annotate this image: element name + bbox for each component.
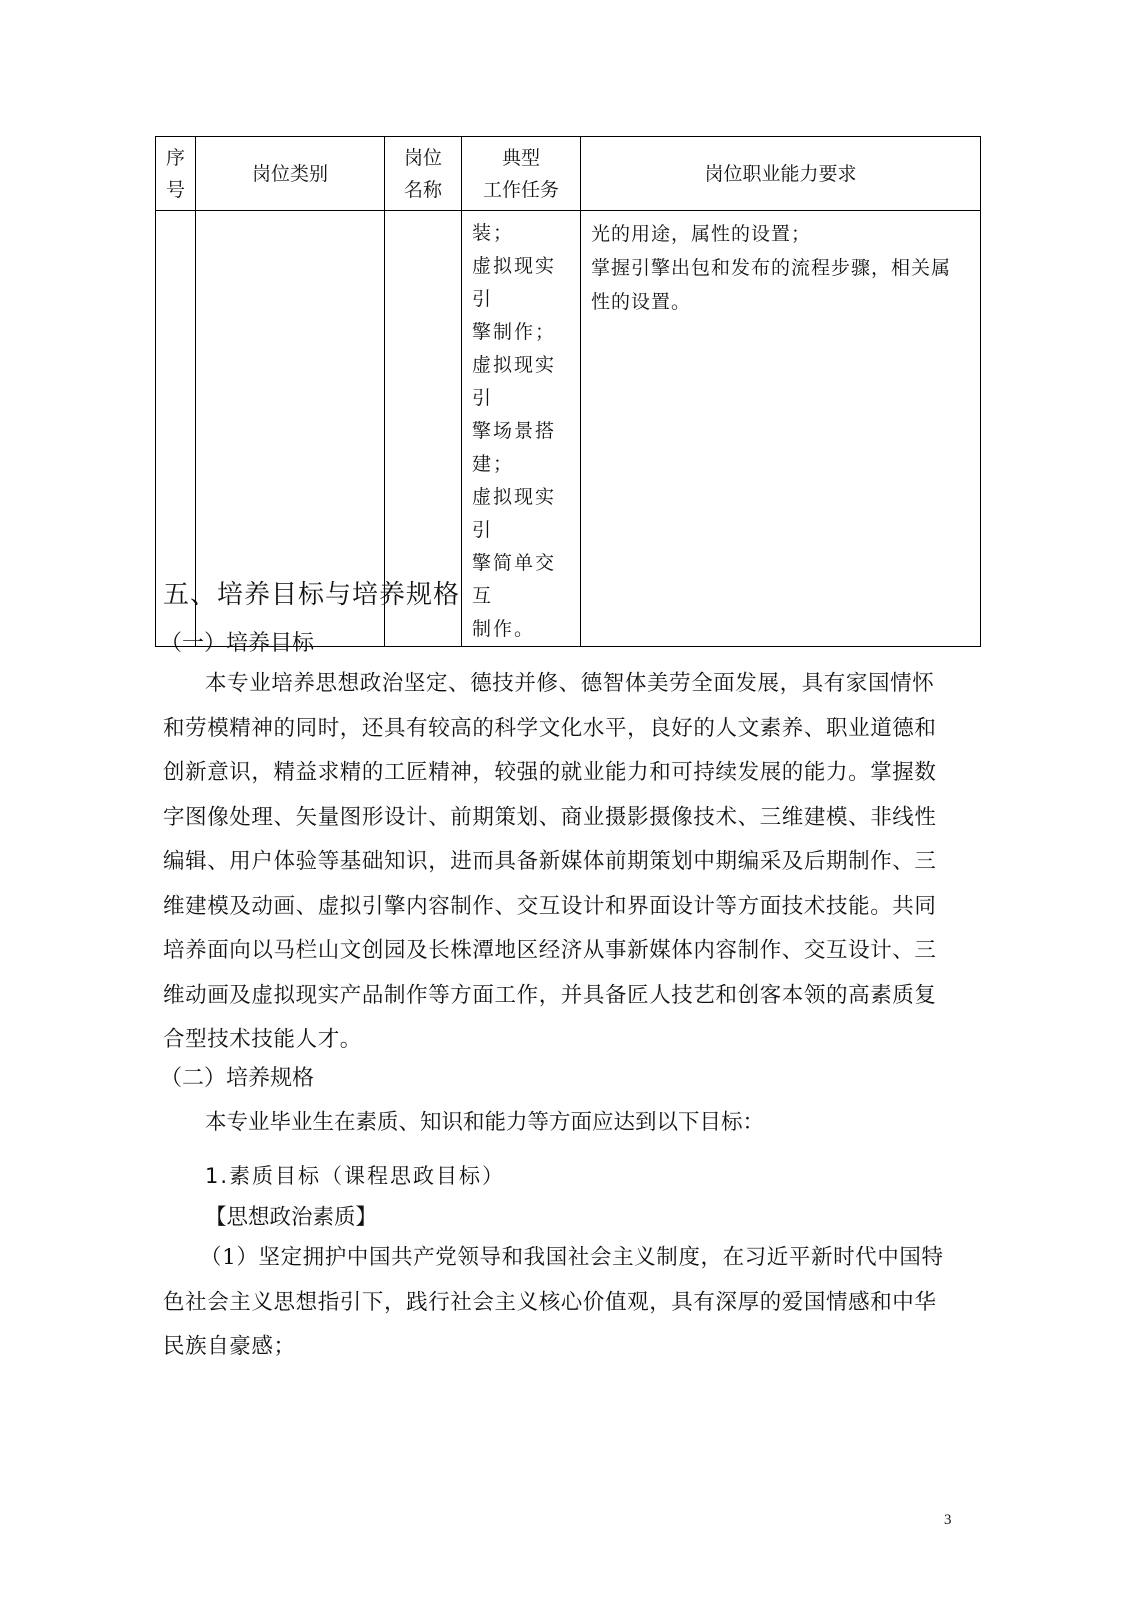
- goal-heading: （一）培养目标: [160, 631, 315, 656]
- cell-task: 装； 虚拟现实引 擎制作； 虚拟现实引 擎场景搭 建； 虚拟现实引 擎简单交互 制作。: [462, 211, 581, 647]
- goal-line: 字图像处理、矢量图形设计、前期策划、商业摄影摄像技术、三维建模、非线性: [163, 804, 937, 830]
- item1-line: （1）坚定拥护中国共产党领导和我国社会主义制度，在习近平新时代中国特: [200, 1245, 944, 1270]
- goal-line: 培养面向以马栏山文创园及长株潭地区经济从事新媒体内容制作、交互设计、三: [163, 938, 937, 963]
- goal-paragraph: [163, 662, 968, 1063]
- quality-heading: 1.素质目标（课程思政目标）: [205, 1164, 506, 1188]
- item1-paragraph: [163, 1236, 968, 1370]
- spec-heading: （二）培养规格: [160, 1066, 315, 1091]
- page-number: 3: [944, 1512, 952, 1528]
- header-task: 典型 工作任务: [462, 137, 581, 211]
- cell-ability: 光的用途，属性的设置； 掌握引擎出包和发布的流程步骤，相关属 性的设置。: [581, 211, 981, 647]
- header-ability: 岗位职业能力要求: [581, 137, 981, 211]
- goal-line: 合型技术技能人才。: [163, 1027, 362, 1052]
- item1-line: 色社会主义思想指引下，践行社会主义核心价值观，具有深厚的爱国情感和中华: [163, 1289, 937, 1315]
- goal-line: 维建模及动画、虚拟引擎内容制作、交互设计和界面设计等方面技术技能。共同: [163, 893, 937, 919]
- goal-line: 编辑、用户体验等基础知识，进而具备新媒体前期策划中期编采及后期制作、三: [163, 849, 937, 874]
- item1-line: 民族自豪感；: [163, 1334, 296, 1359]
- job-ability-table: [155, 136, 981, 647]
- header-category: 岗位类别: [196, 137, 385, 211]
- header-seq: 序 号: [156, 137, 196, 211]
- goal-line: 本专业培养思想政治坚定、德技并修、德智体美劳全面发展，具有家国情怀: [205, 671, 935, 696]
- table-header-row: [156, 137, 981, 211]
- section-title: 五、培养目标与培养规格: [163, 580, 461, 610]
- goal-line: 创新意识，精益求精的工匠精神，较强的就业能力和可持续发展的能力。掌握数: [163, 760, 937, 785]
- header-position: 岗位 名称: [385, 137, 462, 211]
- political-heading: 【思想政治素质】: [205, 1205, 378, 1230]
- goal-line: 维动画及虚拟现实产品制作等方面工作，并具备匠人技艺和创客本领的高素质复: [163, 982, 937, 1008]
- goal-line: 和劳模精神的同时，还具有较高的科学文化水平，良好的人文素养、职业道德和: [163, 715, 937, 741]
- spec-intro: 本专业毕业生在素质、知识和能力等方面应达到以下目标：: [205, 1110, 765, 1135]
